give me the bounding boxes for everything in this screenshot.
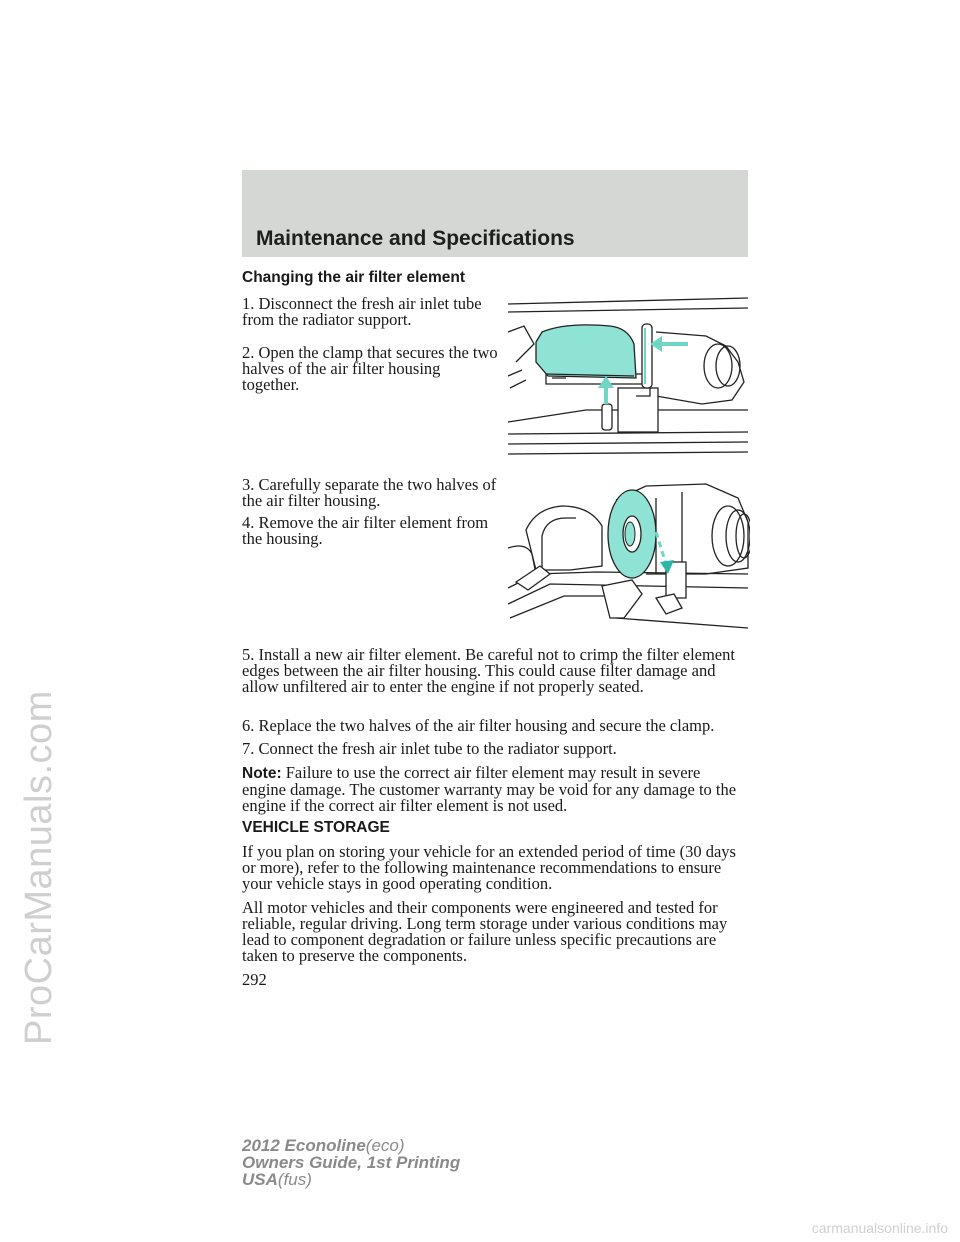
footer-line-2: Owners Guide, 1st Printing — [242, 1153, 461, 1172]
arrow-up-icon — [598, 376, 614, 404]
storage-paragraph-2: All motor vehicles and their components were engineered and tested for reliable, regular driving. Long term storage under various conditions may lead to component degradation or failure unless specific precautions are taken to preserve the components. — [242, 898, 728, 965]
subsection-title: Changing the air filter element — [242, 269, 466, 286]
clamp-shape — [642, 324, 652, 388]
site-credit: carmanualsonline.info — [811, 1220, 948, 1236]
section-header-title: Maintenance and Specifications — [256, 227, 575, 250]
step-7: 7. Connect the fresh air inlet tube to the radiator support. — [242, 739, 617, 758]
step-3: 3. Carefully separate the two halves of the air filter housing. — [242, 475, 497, 510]
watermark — [6, 265, 70, 1045]
air-filter-element-illustration — [506, 478, 750, 638]
footer-line-1: 2012 Econoline(eco) — [242, 1136, 405, 1155]
step-2: 2. Open the clamp that secures the two halves of the air filter housing together. — [242, 343, 498, 394]
note-text: Failure to use the correct air filter element may result in severe engine damage. The customer warranty may be void for any damage to the engine if the correct air filter element is not used. — [242, 763, 737, 815]
storage-paragraph-1: If you plan on storing your vehicle for an extended period of time (30 days or more), refer to the following maintenance recommendations to ensure your vehicle stays in good operating condition. — [242, 842, 736, 893]
step-1: 1. Disconnect the fresh air inlet tube from the radiator support. — [242, 294, 482, 329]
step-6: 6. Replace the two halves of the air filter housing and secure the clamp. — [242, 716, 715, 735]
section-header-band — [242, 170, 748, 257]
step-4: 4. Remove the air filter element from the housing. — [242, 513, 489, 548]
arrow-left-icon — [650, 336, 688, 352]
watermark-text: ProCarManuals.com — [18, 690, 60, 1045]
footer-line-3: USA(fus) — [242, 1170, 312, 1189]
vehicle-storage-title: VEHICLE STORAGE — [242, 819, 390, 836]
page-number: 292 — [242, 970, 267, 989]
note-label: Note: — [242, 765, 282, 782]
step-5: 5. Install a new air filter element. Be careful not to crimp the filter element edges between the air filter housing. This could cause filter damage and allow unfiltered air to enter the engine if not properly seated. — [242, 645, 735, 696]
note-paragraph — [242, 765, 748, 814]
document-footer — [242, 1137, 460, 1188]
inlet-tube-shape — [536, 325, 636, 378]
air-inlet-tube-illustration — [506, 292, 750, 460]
